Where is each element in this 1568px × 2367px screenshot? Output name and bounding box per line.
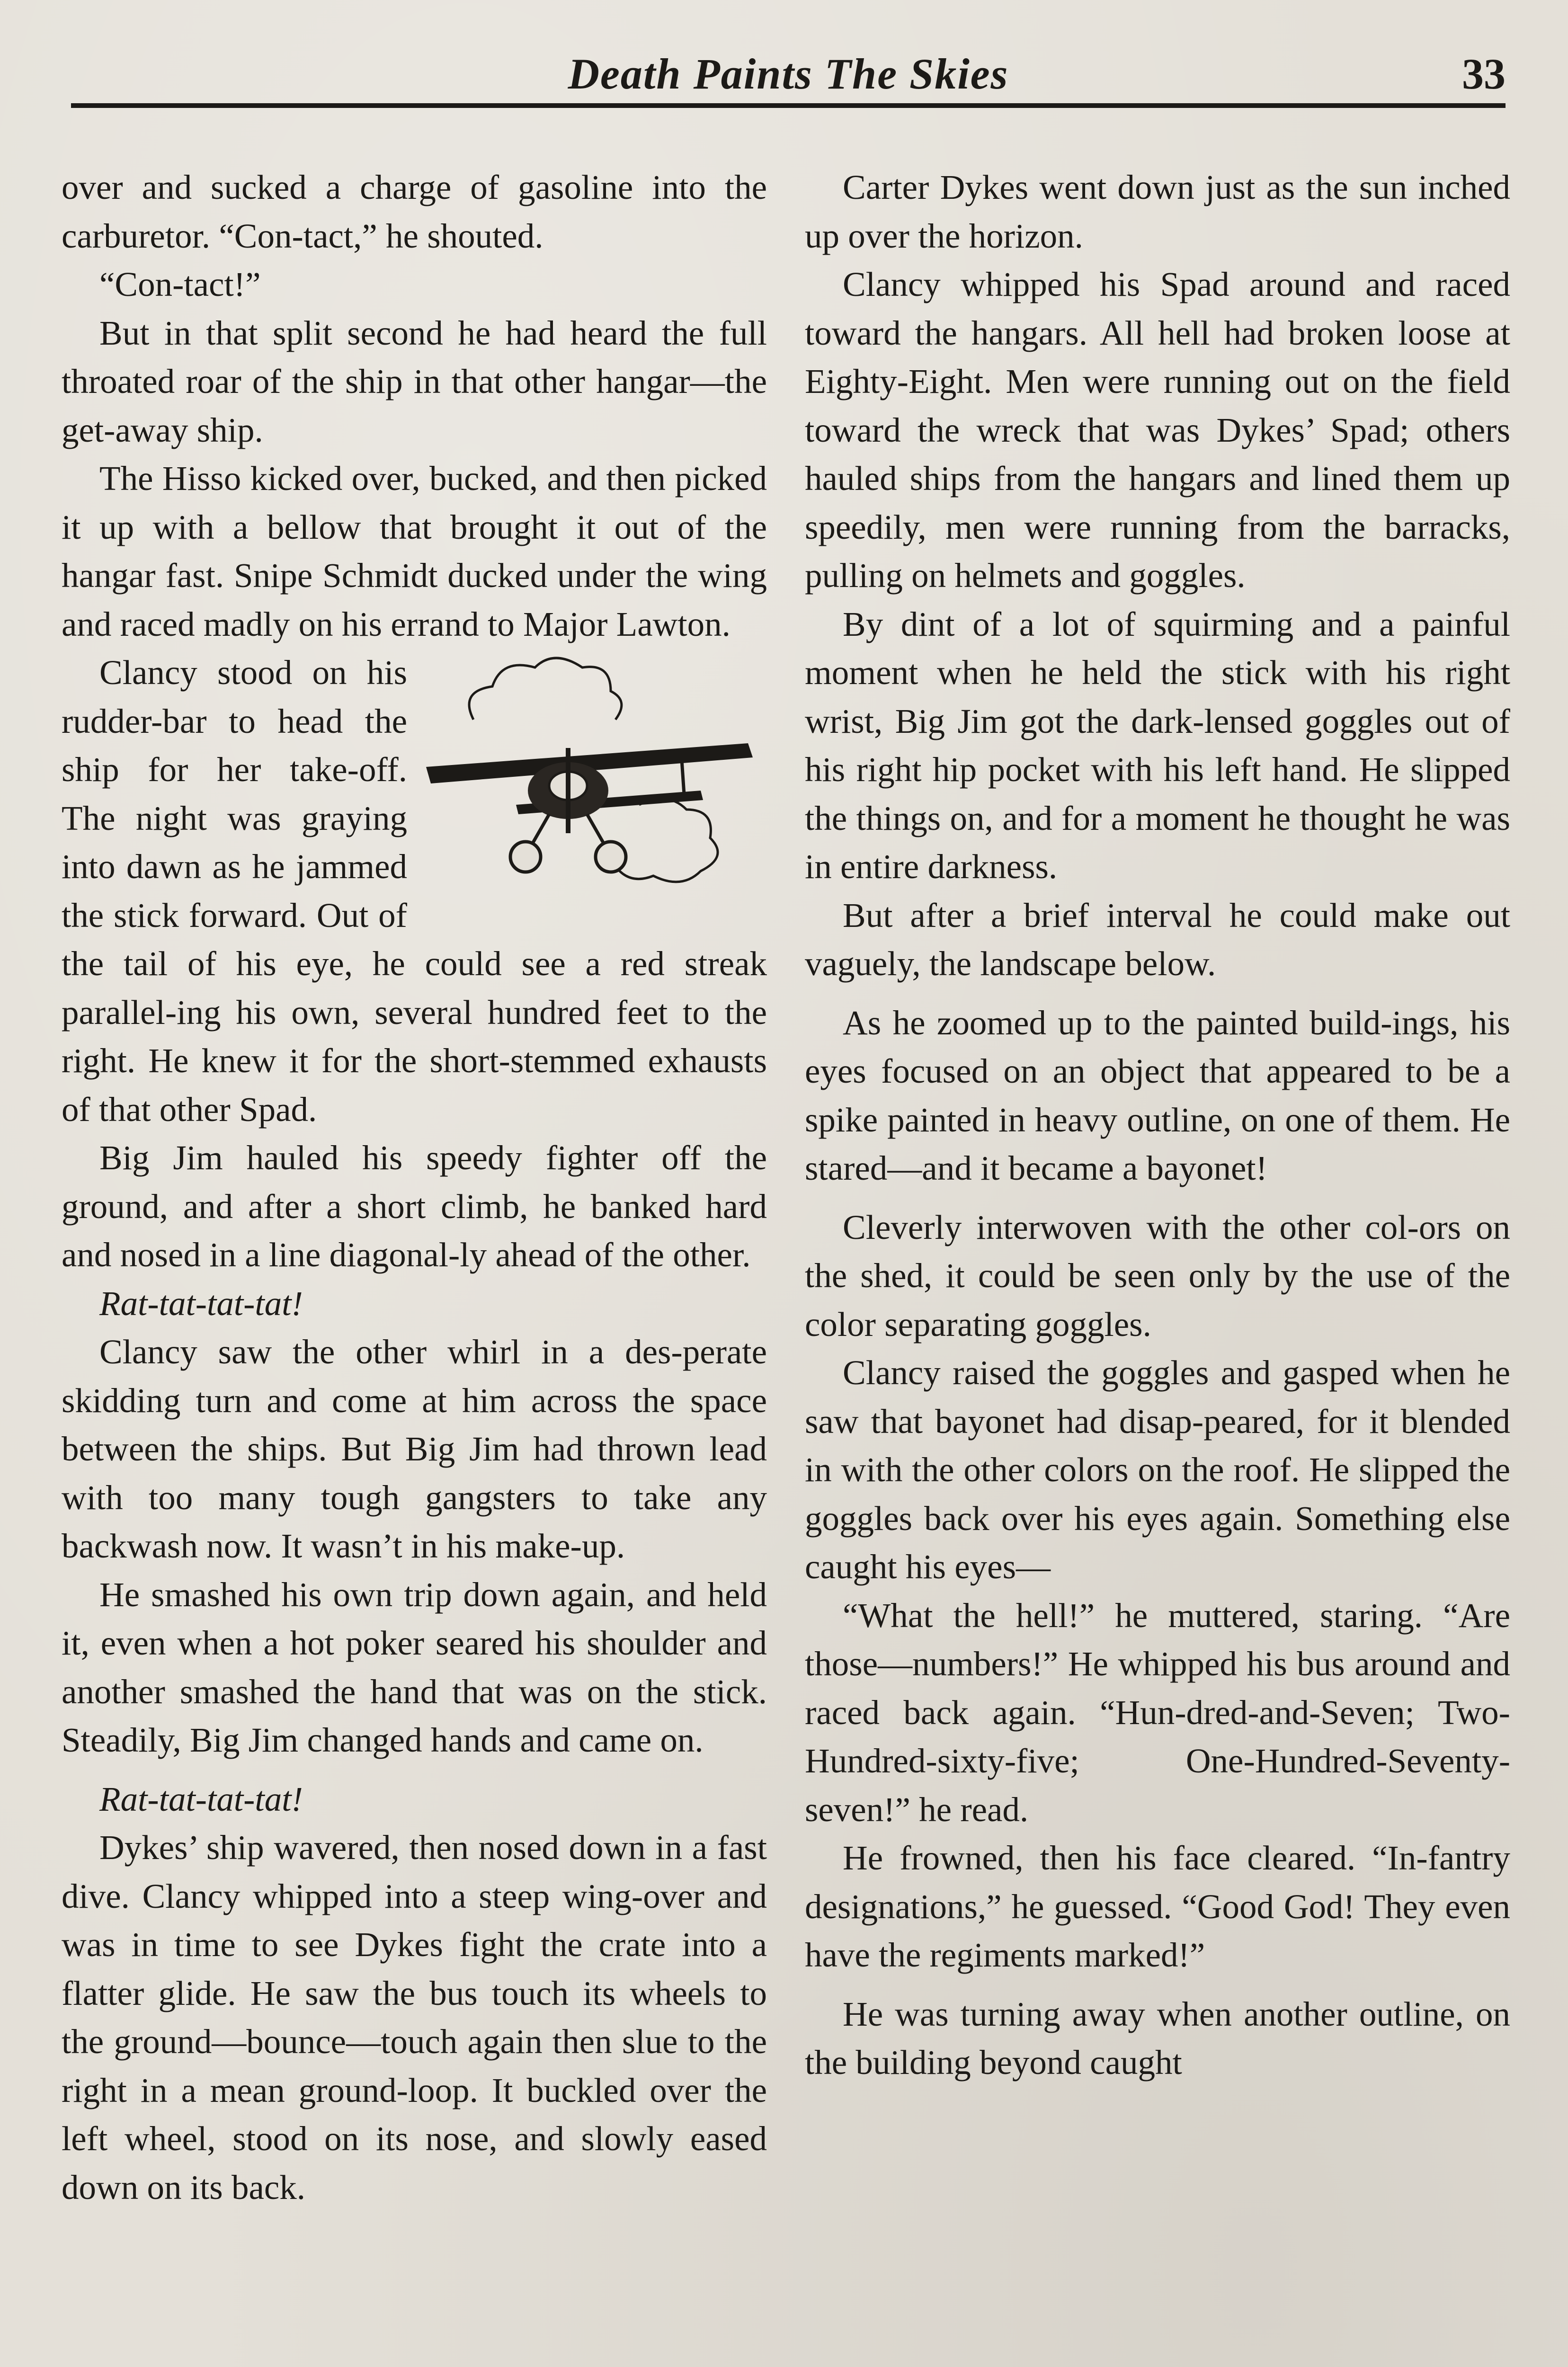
paragraph: “What the hell!” he muttered, staring. “Are those—numbers!” He whipped his bus around and raced back again. “Hun-dred-and-Seven; Two-Hundred-sixty-five; One-Hundred-Seventy-seven!” he read. — [805, 1596, 1510, 1829]
paragraph: “Con-tact!” — [99, 265, 261, 303]
paragraph: Dykes’ ship wavered, then nosed down in a fast dive. Clancy whipped into a steep wing-over and was in time to see Dykes fight the crate into a flatter glide. He saw the bus touch its wheels to the ground—bounce—touch again then slue to the right in a mean ground-loop. It buckled over the left wheel, stood on its nose, and slowly eased down on its back. — [62, 1828, 767, 2207]
paragraph: As he zoomed up to the painted build-ings, his eyes focused on an object that appeared to be a spike painted in heavy outline, on one of them. He stared—and it became a bayonet! — [805, 1003, 1510, 1187]
biplane-icon — [417, 649, 786, 895]
paragraph: Carter Dykes went down just as the sun inched up over the horizon. — [805, 168, 1510, 255]
paragraph: He was turning away when another outline, on the building beyond caught — [805, 1994, 1510, 2082]
sound-effect: Rat-tat-tat-tat! — [99, 1780, 303, 1818]
paragraph: Big Jim hauled his speedy fighter off the ground, and after a short climb, he banked hard and nosed in a line diagonal-ly ahead of the other. — [62, 1139, 767, 1274]
paragraph: But in that split second he had heard the full throated roar of the ship in that other hangar—the get-away ship. — [62, 313, 767, 449]
paragraph: Clancy saw the other whirl in a des-perate skidding turn and come at him across the space between the ships. But Big Jim had thrown lead with too many tough gangsters to take any backwash now. It wasn’t in his make-up. — [62, 1333, 767, 1565]
running-header — [71, 45, 1506, 107]
sound-effect: Rat-tat-tat-tat! — [99, 1284, 303, 1323]
paragraph: By dint of a lot of squirming and a painful moment when he held the stick with his right wrist, Big Jim got the dark-lensed goggles out of his right hip pocket with his left hand. He slipped the things on, and for a moment he thought he was in entire darkness. — [805, 605, 1510, 886]
page-title: Death Paints The Skies — [568, 50, 1009, 98]
paragraph: Clancy stood on his rudder-bar to head the ship for her take-off. The night was graying into dawn as he jammed the stick forward. Out of the tail of his eye, he could see a red streak parallel-ing his own, several hundred feet to the right. He knew it for the short-stemmed exhausts of that other Spad. — [62, 653, 767, 1129]
header-rule — [71, 103, 1506, 108]
page-number: 33 — [1462, 50, 1506, 98]
right-column — [805, 163, 1510, 2087]
paragraph: But after a brief interval he could make out vaguely, the landscape below. — [805, 896, 1510, 983]
paragraph: The Hisso kicked over, bucked, and then picked it up with a bellow that brought it out of the hangar fast. Snipe Schmidt ducked under the wing and raced madly on his errand to Major Lawton. — [62, 459, 767, 643]
paragraph: He frowned, then his face cleared. “In-fantry designations,” he guessed. “Good God! They even have the regiments marked!” — [805, 1839, 1510, 1974]
paragraph: Cleverly interwoven with the other col-ors on the shed, it could be seen only by the use of the color separating goggles. — [805, 1208, 1510, 1344]
paragraph: He smashed his own trip down again, and held it, even when a hot poker seared his shoulder and another smashed the hand that was on the stick. Steadily, Big Jim changed hands and came on. — [62, 1575, 767, 1759]
left-column — [62, 163, 767, 2212]
paragraph: Clancy raised the goggles and gasped when he saw that bayonet had disap-peared, for it blended in with the other colors on the roof. He slipped the goggles back over his eyes again. Something else caught his eyes— — [805, 1353, 1510, 1586]
paragraph: over and sucked a charge of gasoline into the carburetor. “Con-tact,” he shouted. — [62, 168, 767, 255]
paragraph: Clancy whipped his Spad around and raced toward the hangars. All hell had broken loose at Eighty-Eight. Men were running out on the field toward the wreck that was Dykes’ Spad; others hauled ships from the hangars and lined them up speedily, men were running from the barracks, pulling on helmets and goggles. — [805, 265, 1510, 595]
